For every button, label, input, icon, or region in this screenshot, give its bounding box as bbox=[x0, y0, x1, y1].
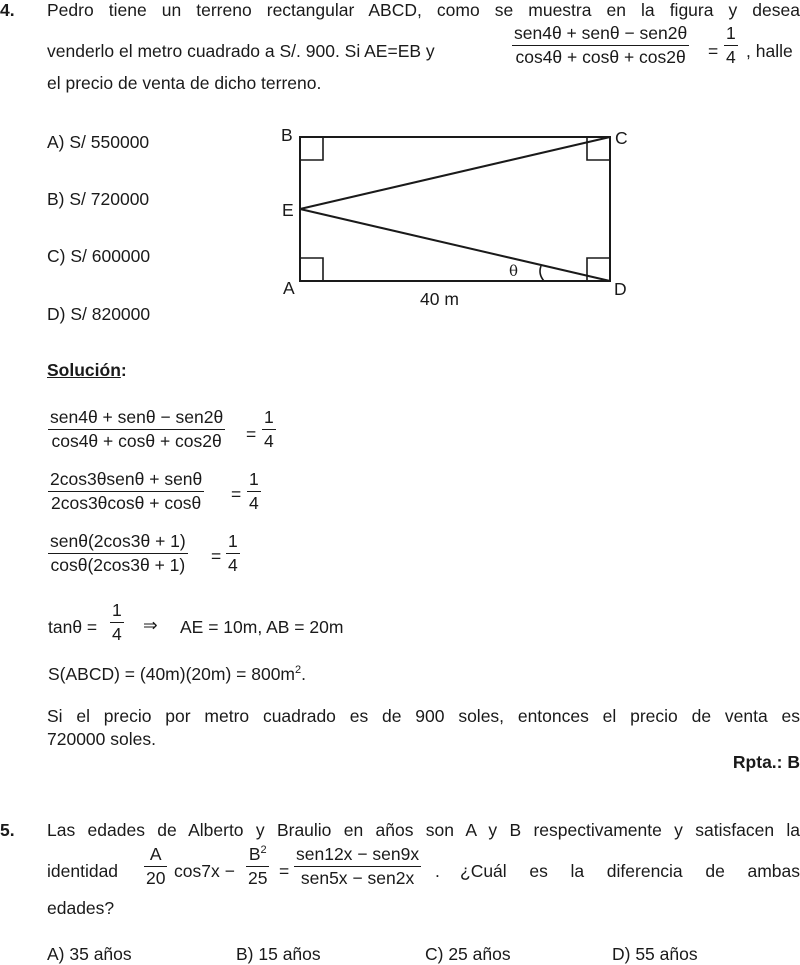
implies-icon: ⇒ bbox=[143, 616, 158, 636]
label-a: A bbox=[283, 278, 295, 298]
problem-5-a-denominator: 20 bbox=[146, 868, 166, 888]
solution-step-3-rhs bbox=[226, 531, 240, 576]
option-5-d[interactable]: D) 55 años bbox=[612, 944, 698, 964]
problem-5-rhs-denominator: sen5x − sen2x bbox=[300, 868, 415, 888]
solution-step-1-rhs-numerator: 1 bbox=[262, 407, 276, 430]
problem-4-rhs-denominator: 4 bbox=[726, 47, 736, 67]
option-5-a[interactable]: A) 35 años bbox=[47, 944, 132, 964]
label-d: D bbox=[614, 279, 627, 299]
option-5-c[interactable]: C) 25 años bbox=[425, 944, 511, 964]
problem-5-b-numerator bbox=[246, 844, 269, 867]
solution-area-expression: S(ABCD) = (40m)(20m) = 800m bbox=[48, 664, 296, 684]
solution-step-2-rhs-numerator: 1 bbox=[247, 469, 261, 492]
solution-step-1-fraction bbox=[48, 407, 225, 452]
problem-5-equals: = bbox=[279, 861, 290, 881]
problem-4-equals: = bbox=[708, 41, 719, 61]
problem-5-b-fraction bbox=[246, 844, 269, 889]
angle-arc-theta bbox=[540, 266, 544, 281]
solution-area-exponent: 2 bbox=[295, 664, 302, 677]
solution-conclusion-line-1: Si el precio por metro cuadrado es de 900 soles, entonces el precio de venta es bbox=[47, 706, 800, 726]
solution-step-2-equals: = bbox=[231, 484, 242, 504]
segment-ed bbox=[300, 209, 610, 281]
rectangle-abcd bbox=[300, 137, 610, 281]
solution-tan-denominator: 4 bbox=[112, 624, 122, 644]
solution-step-2-denominator: 2cos3θcosθ + cosθ bbox=[50, 493, 202, 513]
solution-heading bbox=[47, 360, 127, 381]
answer-label: Rpta.: B bbox=[732, 752, 800, 772]
right-angle-a bbox=[300, 258, 323, 281]
solution-step-2-rhs bbox=[247, 469, 261, 514]
solution-step-3-numerator: senθ(2cos3θ + 1) bbox=[48, 531, 188, 554]
problem-5-period: . bbox=[435, 861, 440, 881]
problem-5-line-3: edades? bbox=[47, 898, 115, 918]
problem-5-line-1: Las edades de Alberto y Braulio en años son A y B respectivamente y satisfacen la bbox=[47, 820, 800, 840]
option-d[interactable]: D) S/ 820000 bbox=[47, 304, 151, 324]
solution-step-1-rhs bbox=[262, 407, 276, 452]
solution-step-1-equals: = bbox=[246, 424, 257, 444]
solution-step-3-rhs-numerator: 1 bbox=[226, 531, 240, 554]
problem-5-cos-term: cos7x − bbox=[174, 861, 235, 881]
option-5-b[interactable]: B) 15 años bbox=[236, 944, 321, 964]
label-theta: θ bbox=[509, 262, 519, 280]
problem-5-b-denominator: 25 bbox=[248, 868, 268, 888]
problem-4-line-2-end: , halle bbox=[746, 41, 793, 61]
right-angle-c bbox=[587, 137, 610, 160]
solution-step-2-rhs-denominator: 4 bbox=[249, 493, 259, 513]
solution-title: Solución bbox=[47, 360, 121, 380]
solution-step-2-fraction bbox=[48, 469, 204, 514]
solution-step-1-numerator: sen4θ + senθ − sen2θ bbox=[48, 407, 225, 430]
label-e: E bbox=[282, 200, 294, 220]
problem-5-b-base: B bbox=[248, 844, 261, 864]
problem-5-b-exponent: 2 bbox=[260, 844, 267, 857]
solution-step-1-rhs-denominator: 4 bbox=[264, 431, 274, 451]
solution-tan-fraction bbox=[110, 600, 124, 645]
option-a[interactable]: A) S/ 550000 bbox=[47, 132, 150, 152]
solution-area-period: . bbox=[301, 664, 307, 684]
problem-4-fraction bbox=[512, 23, 689, 68]
solution-step-3-equals: = bbox=[211, 546, 222, 566]
solution-tan-rhs: AE = 10m, AB = 20m bbox=[180, 617, 344, 637]
problem-5-rhs-numerator: sen12x − sen9x bbox=[294, 844, 421, 867]
problem-4-line-3: el precio de venta de dicho terreno. bbox=[47, 73, 322, 93]
right-angle-b bbox=[300, 137, 323, 160]
solution-tan-numerator: 1 bbox=[110, 600, 124, 623]
option-b[interactable]: B) S/ 720000 bbox=[47, 189, 150, 209]
problem-4-line-2: venderlo el metro cuadrado a S/. 900. Si AE=EB y bbox=[47, 41, 435, 61]
problem-5-a-fraction bbox=[144, 844, 167, 889]
problem-4-rhs-numerator: 1 bbox=[724, 23, 738, 46]
problem-5-identidad: identidad bbox=[47, 861, 119, 881]
solution-step-3-rhs-denominator: 4 bbox=[228, 555, 238, 575]
problem-4-fraction-denominator: cos4θ + cosθ + cos2θ bbox=[515, 47, 686, 67]
solution-tan-lhs: tanθ = bbox=[48, 617, 98, 637]
label-c: C bbox=[615, 128, 628, 148]
solution-step-1-denominator: cos4θ + cosθ + cos2θ bbox=[51, 431, 222, 451]
right-angle-d bbox=[587, 258, 610, 281]
label-base-length: 40 m bbox=[420, 289, 459, 309]
problem-4-number: 4. bbox=[0, 0, 15, 20]
solution-step-3-denominator: cosθ(2cos3θ + 1) bbox=[50, 555, 186, 575]
solution-colon: : bbox=[120, 360, 127, 380]
problem-5-rhs-fraction bbox=[294, 844, 421, 889]
problem-5-question: ¿Cuál es la diferencia de ambas bbox=[460, 861, 800, 881]
option-c[interactable]: C) S/ 600000 bbox=[47, 246, 151, 266]
label-b: B bbox=[281, 125, 293, 145]
solution-area bbox=[48, 664, 306, 685]
solution-conclusion-line-2: 720000 soles. bbox=[47, 729, 156, 749]
problem-4-line-1: Pedro tiene un terreno rectangular ABCD, como se muestra en la figura y desea bbox=[47, 0, 800, 20]
problem-5-a-numerator: A bbox=[144, 844, 167, 867]
segment-ec bbox=[300, 137, 610, 209]
problem-5-number: 5. bbox=[0, 820, 15, 840]
solution-step-3-fraction bbox=[48, 531, 188, 576]
problem-4-fraction-numerator: sen4θ + senθ − sen2θ bbox=[512, 23, 689, 46]
solution-step-2-numerator: 2cos3θsenθ + senθ bbox=[48, 469, 204, 492]
problem-4-rhs-fraction bbox=[724, 23, 738, 68]
